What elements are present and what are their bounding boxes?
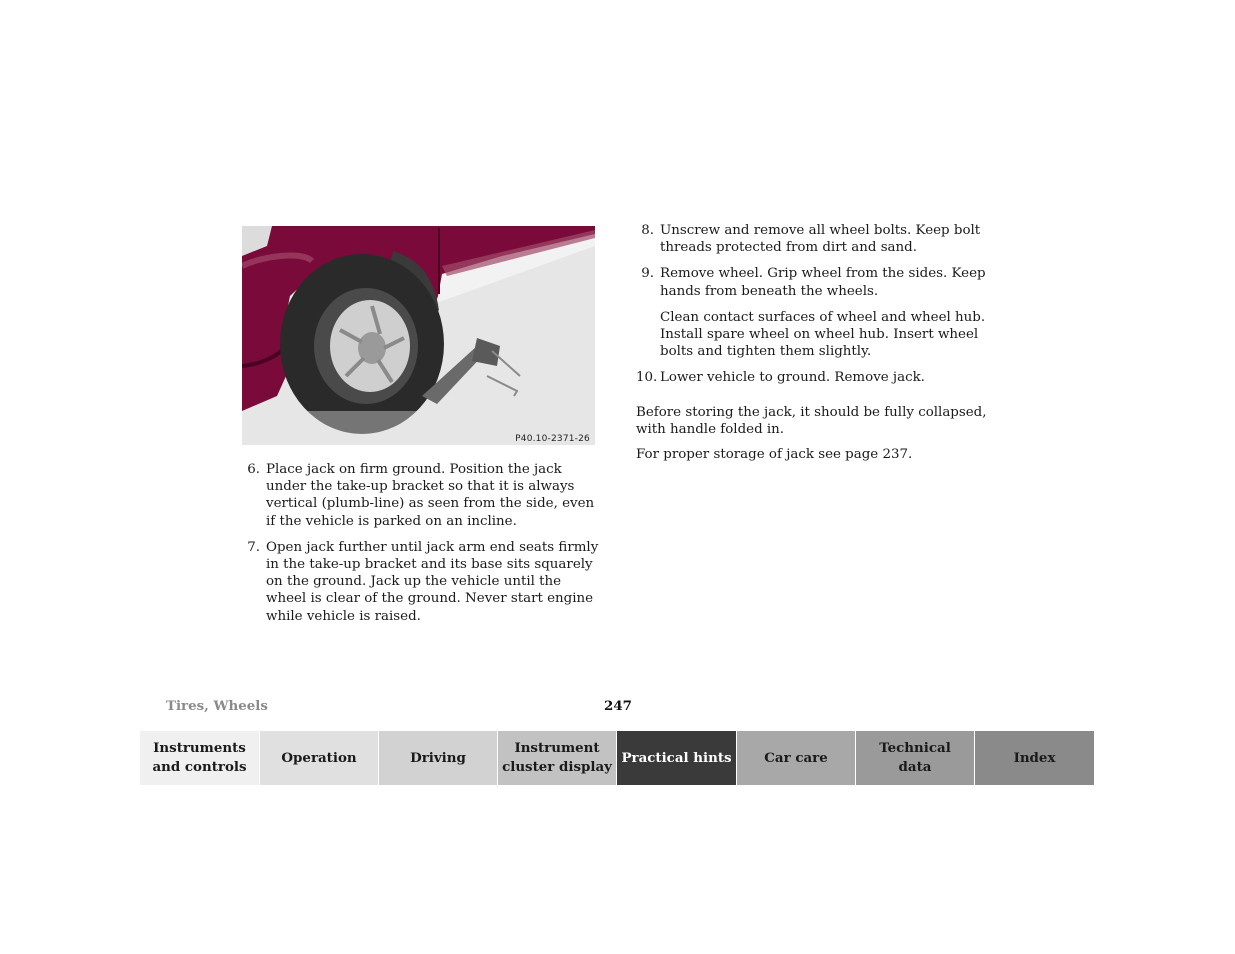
step-9-continuation: Clean contact surfaces of wheel and wheel hub. Install spare wheel on wheel hub. Insert wheel bolts and tighten them slightly. xyxy=(660,309,986,360)
chapter-navigation xyxy=(140,731,1095,785)
step-text: Place jack on firm ground. Position the jack under the take-up bracket so that it is always vertical (plumb-line) as seen from the side, even if the vehicle is parked on an incline. xyxy=(266,462,595,529)
step-text: Open jack further until jack arm end seats firmly in the take-up bracket and its base sits squarely on the ground. Jack up the vehicle until the wheel is clear of the ground. Never start engine while vehicle is raised. xyxy=(266,539,599,624)
nav-tab-4[interactable]: Practical hints xyxy=(617,731,737,785)
car-on-jack-drawing xyxy=(242,226,595,445)
step-number: 8. xyxy=(641,223,654,238)
step-number: 10. xyxy=(636,370,658,386)
step-number: 7. xyxy=(247,539,260,555)
nav-tab-2[interactable]: Driving xyxy=(379,731,498,785)
right-column xyxy=(636,222,1001,471)
nav-tab-7[interactable]: Index xyxy=(975,731,1095,785)
step-text: Lower vehicle to ground. Remove jack. xyxy=(660,370,925,386)
step-7 xyxy=(242,539,602,625)
step-6 xyxy=(242,461,602,530)
nav-tab-5[interactable]: Car care xyxy=(737,731,856,785)
left-column xyxy=(242,461,602,634)
jack-illustration xyxy=(242,226,595,445)
nav-tab-0[interactable]: Instruments and controls xyxy=(140,731,260,785)
page-number: 247 xyxy=(604,698,632,714)
storage-note: Before storing the jack, it should be fully collapsed, with handle folded in. xyxy=(636,404,987,437)
step-8 xyxy=(636,222,1001,256)
step-10 xyxy=(636,369,1001,386)
nav-tab-6[interactable]: Technical data xyxy=(856,731,975,785)
nav-tab-3[interactable]: Instrument cluster display xyxy=(498,731,617,785)
step-text: Unscrew and remove all wheel bolts. Keep bolt threads protected from dirt and sand. xyxy=(660,223,981,256)
nav-tab-1[interactable]: Operation xyxy=(260,731,379,785)
storage-reference: For proper storage of jack see page 237. xyxy=(636,447,913,463)
step-text: Remove wheel. Grip wheel from the sides. Keep hands from beneath the wheels. xyxy=(660,266,986,299)
step-number: 6. xyxy=(247,462,260,477)
step-9 xyxy=(636,265,1001,299)
figure-code: P40.10-2371-26 xyxy=(515,434,590,444)
step-number: 9. xyxy=(641,266,654,282)
section-title: Tires, Wheels xyxy=(166,698,268,714)
